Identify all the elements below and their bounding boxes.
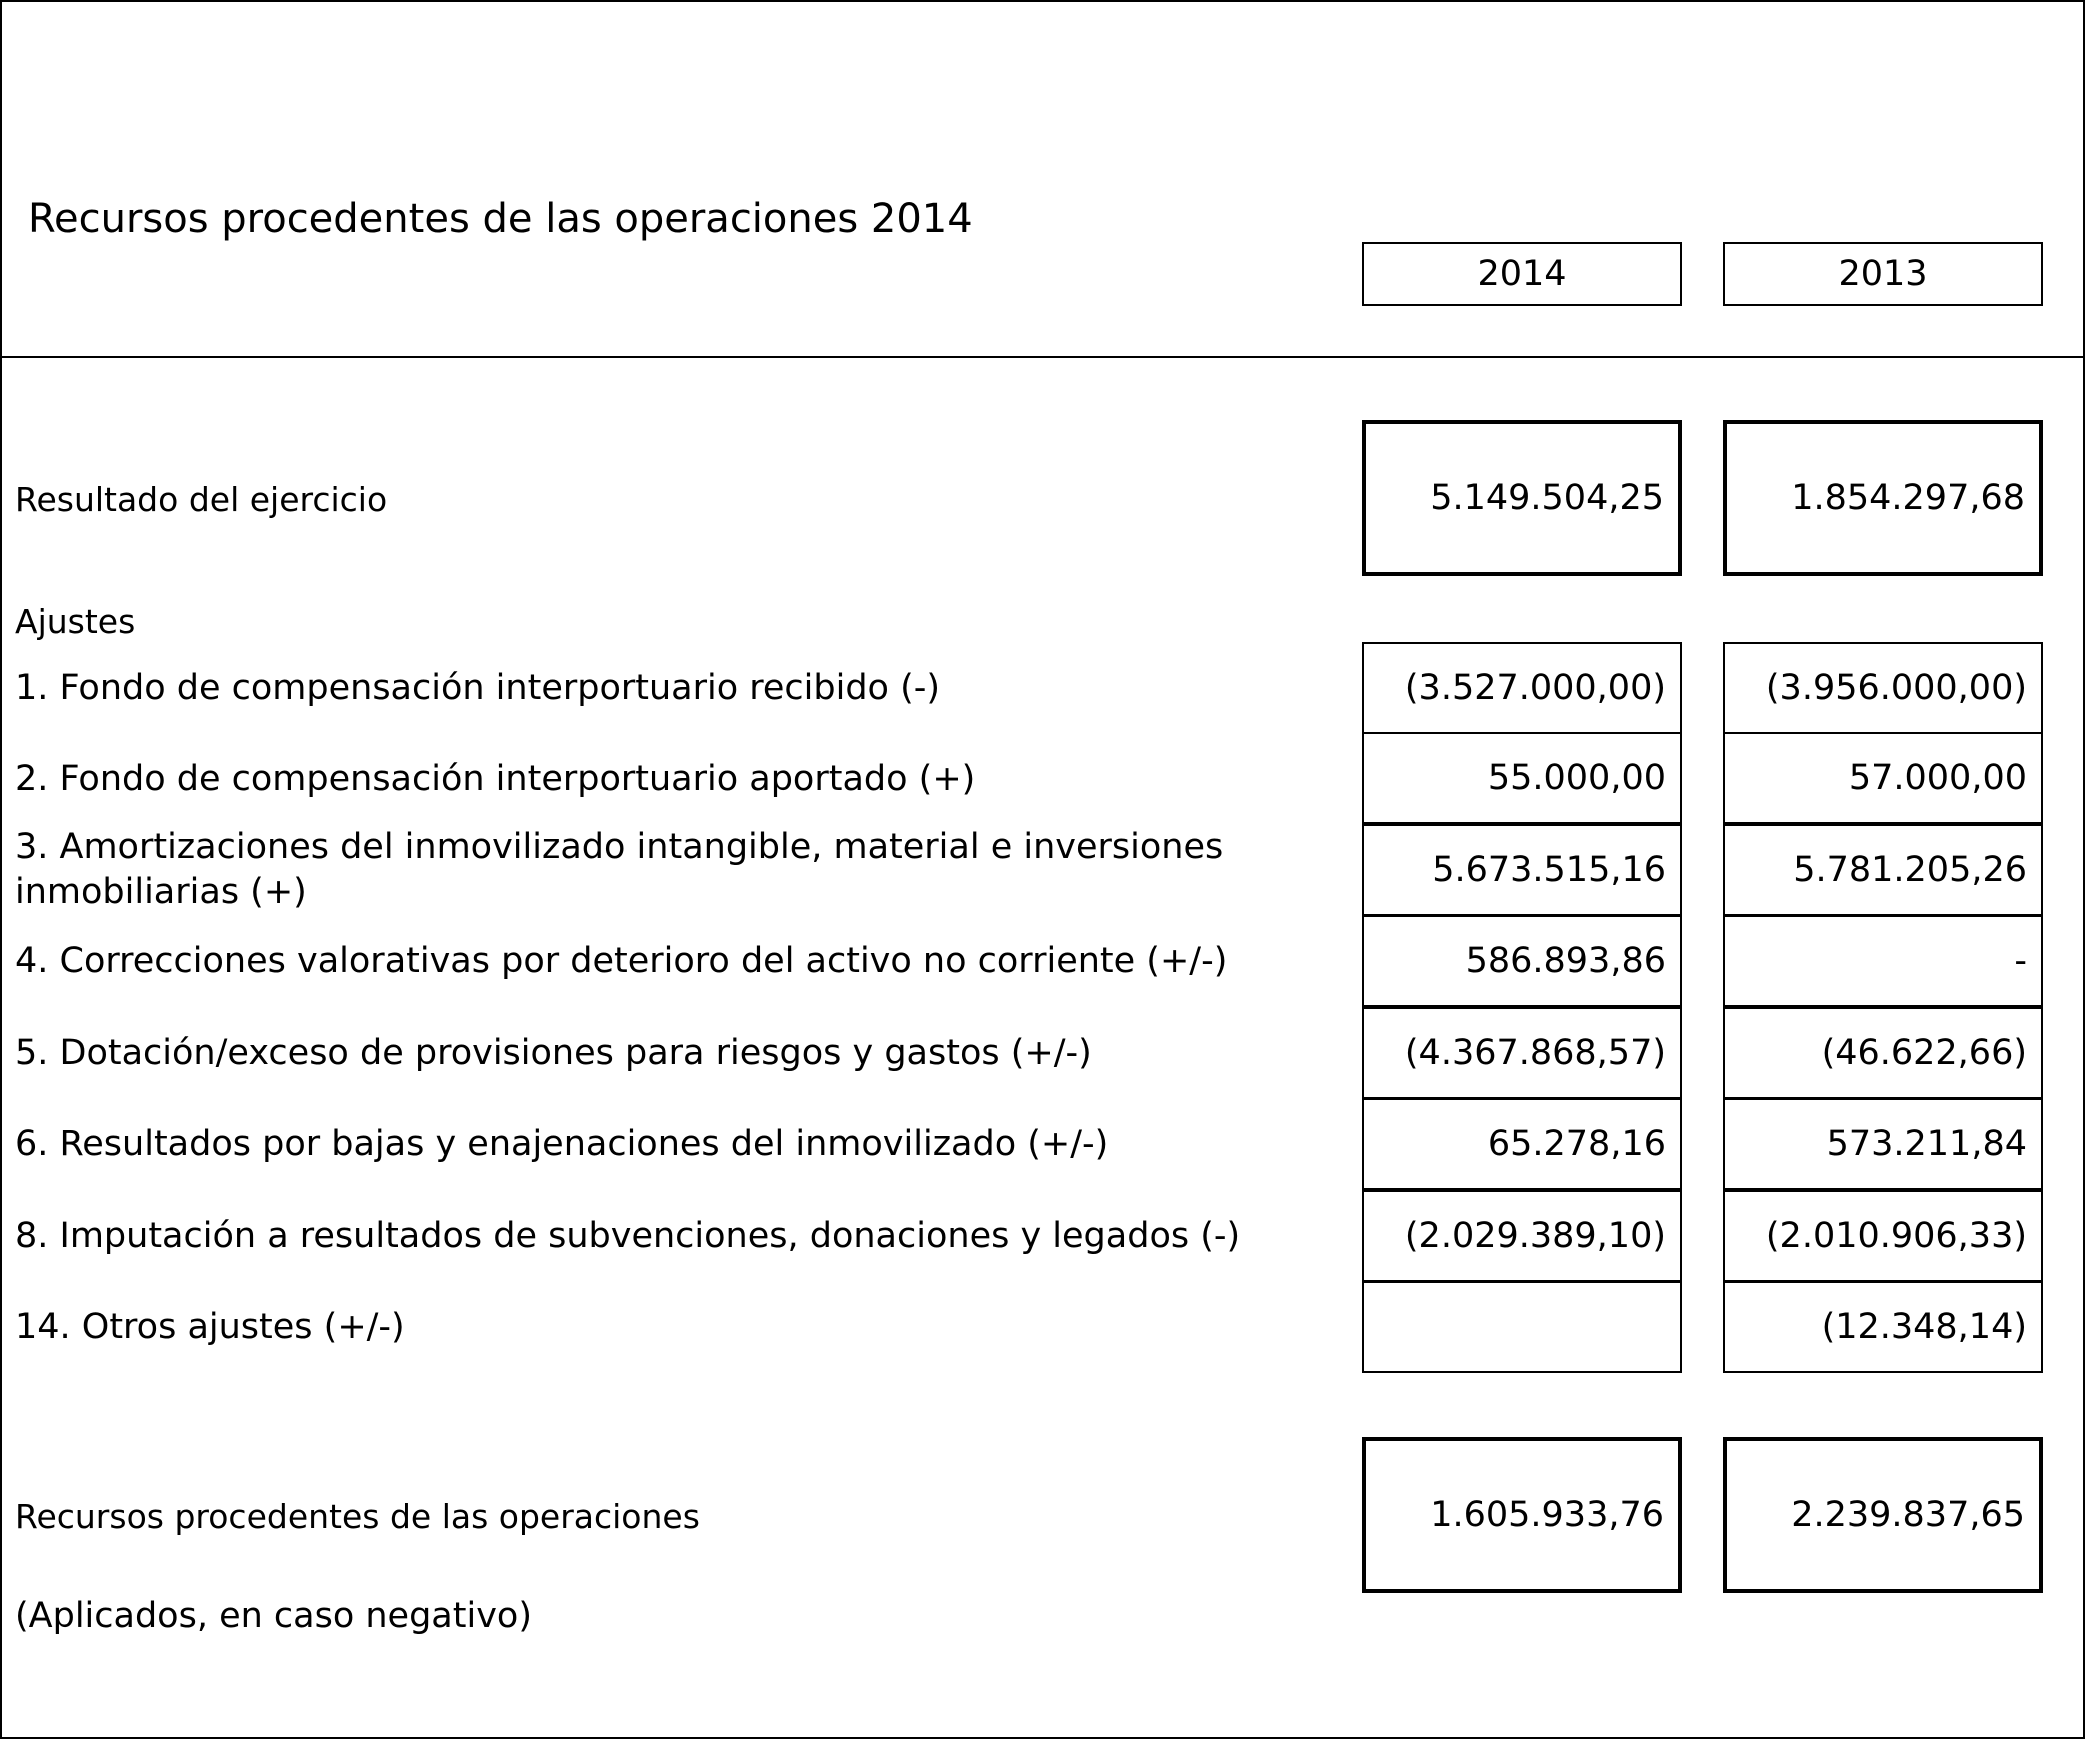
page-title: Recursos procedentes de las operaciones 2014 bbox=[28, 196, 973, 242]
row-label: 1. Fondo de compensación interportuario recibido (-) bbox=[15, 668, 941, 708]
row-value-2013: (2.010.906,33) bbox=[1723, 1190, 2043, 1282]
row-value-2014: (3.527.000,00) bbox=[1362, 642, 1682, 734]
row-label: 4. Correcciones valorativas por deterioro del activo no corriente (+/-) bbox=[15, 941, 1228, 981]
row-value-2013: 573.211,84 bbox=[1723, 1098, 2043, 1190]
footnote: (Aplicados, en caso negativo) bbox=[15, 1596, 532, 1636]
row-label: 14. Otros ajustes (+/-) bbox=[15, 1307, 405, 1347]
year-header-2014: 2014 bbox=[1362, 242, 1682, 306]
row-label: 3. Amortizaciones del inmovilizado intangible, material e inversiones inmobiliarias (+) bbox=[15, 827, 1224, 912]
row-value-2014: (4.367.868,57) bbox=[1362, 1007, 1682, 1099]
row-value-2014 bbox=[1362, 1281, 1682, 1373]
row-label: 8. Imputación a resultados de subvenciones, donaciones y legados (-) bbox=[15, 1216, 1241, 1256]
result-value-2014: 5.149.504,25 bbox=[1362, 420, 1682, 576]
row-value-2014: 55.000,00 bbox=[1362, 732, 1682, 824]
row-value-2014: 5.673.515,16 bbox=[1362, 824, 1682, 916]
row-value-2013: 57.000,00 bbox=[1723, 732, 2043, 824]
row-label: 6. Resultados por bajas y enajenaciones del inmovilizado (+/-) bbox=[15, 1124, 1109, 1164]
result-value-2013: 1.854.297,68 bbox=[1723, 420, 2043, 576]
header-divider bbox=[0, 356, 2085, 358]
row-value-2013: (46.622,66) bbox=[1723, 1007, 2043, 1099]
row-label: 5. Dotación/exceso de provisiones para riesgos y gastos (+/-) bbox=[15, 1033, 1092, 1073]
year-header-2013: 2013 bbox=[1723, 242, 2043, 306]
row-value-2014: 65.278,16 bbox=[1362, 1098, 1682, 1190]
total-value-2013: 2.239.837,65 bbox=[1723, 1437, 2043, 1593]
row-value-2014: (2.029.389,10) bbox=[1362, 1190, 1682, 1282]
row-value-2013: (3.956.000,00) bbox=[1723, 642, 2043, 734]
total-value-2014: 1.605.933,76 bbox=[1362, 1437, 1682, 1593]
row-value-2013: 5.781.205,26 bbox=[1723, 824, 2043, 916]
adjustments-heading: Ajustes bbox=[15, 602, 136, 641]
row-label: 2. Fondo de compensación interportuario aportado (+) bbox=[15, 759, 976, 799]
row-value-2013: (12.348,14) bbox=[1723, 1281, 2043, 1373]
row-value-2014: 586.893,86 bbox=[1362, 915, 1682, 1007]
result-label: Resultado del ejercicio bbox=[15, 480, 388, 519]
total-label: Recursos procedentes de las operaciones bbox=[15, 1497, 700, 1536]
row-value-2013: - bbox=[1723, 915, 2043, 1007]
